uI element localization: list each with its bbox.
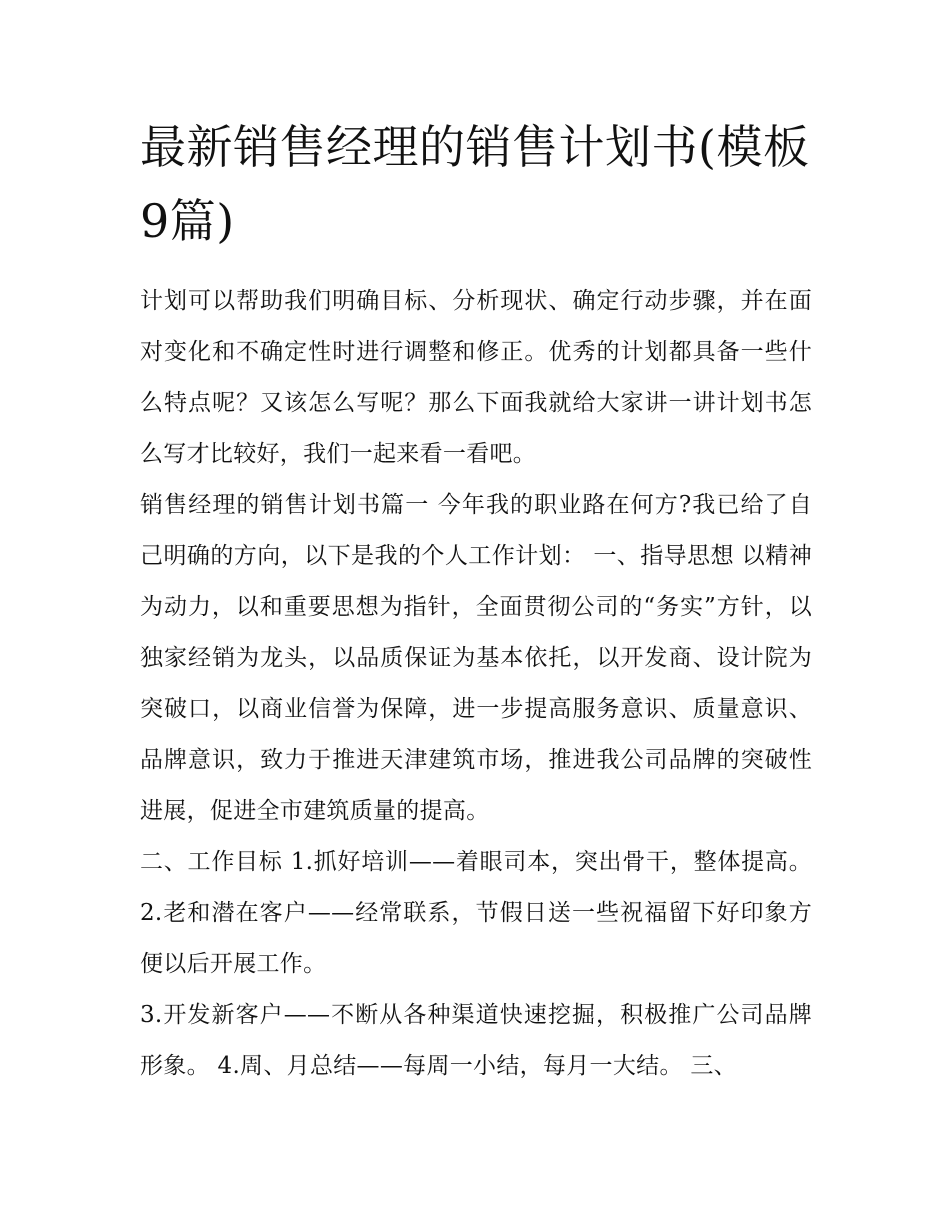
body-paragraph-3: 3.开发新客户——不断从各种渠道快速挖掘，积极推广公司品牌形象。 4.周、月总结——每周一小结，每月一大结。 三、: [140, 1002, 812, 1079]
document-title: 最新销售经理的销售计划书(模板9篇): [140, 120, 810, 248]
intro-paragraph: 计划可以帮助我们明确目标、分析现状、确定行动步骤，并在面对变化和不确定性时进行调整和修正。优秀的计划都具备一些什么特点呢？又该怎么写呢？那么下面我就给大家讲一讲计划书怎么写才比较好，我们一起来看一看吧。: [140, 288, 812, 467]
body-paragraph-1: 销售经理的销售计划书篇一 今年我的职业路在何方?我已给了自己明确的方向，以下是我的个人工作计划： 一、指导思想 以精神为动力，以和重要思想为指针，全面贯彻公司的“务实”方针，以独家经销为龙头，以品质保证为基本依托，以开发商、设计院为突破口，以商业信誉为保障，进一步提高服务意识、质量意识、品牌意识，致力于推进天津建筑市场，推进我公司品牌的突破性进展，促进全市建筑质量的提高。: [140, 492, 812, 824]
document-page: [140, 110, 812, 1092]
body-paragraph-2: 二、工作目标 1.抓好培训——着眼司本，突出骨干，整体提高。 2.老和潜在客户——经常联系，节假日送一些祝福留下好印象方便以后开展工作。: [140, 849, 812, 977]
